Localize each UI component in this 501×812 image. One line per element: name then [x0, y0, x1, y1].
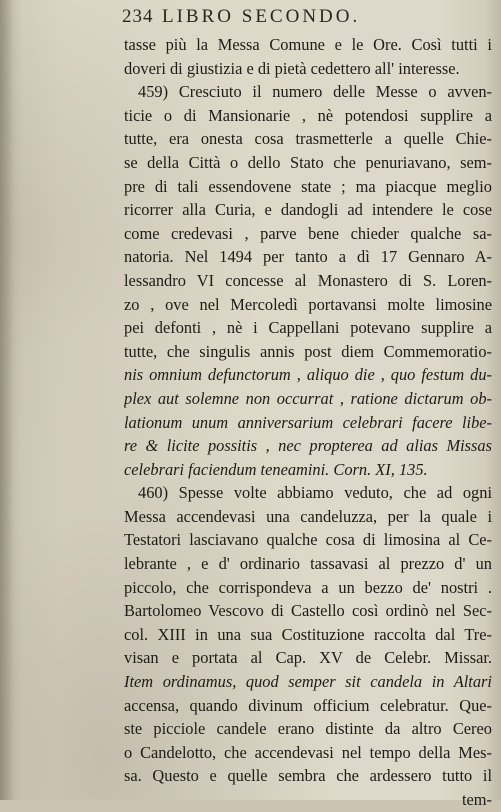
text-line: Testatori lasciavano qualche cosa di limosina al Ce-: [124, 530, 492, 550]
text-line: natoria. Nel 1494 per tanto a dì 17 Gennaro A-: [124, 247, 492, 267]
text-line: tutte, che singulis annis post diem Commemoratio-: [124, 341, 492, 361]
text-line: pre di tali essendovene state ; ma piacque meglio: [124, 176, 492, 196]
text-line: piccolo, che corrispondeva a un bezzo de' nostri .: [124, 577, 492, 597]
text-line: Messa accendevasi una candeluzza, per la quale i: [124, 506, 492, 526]
latin-quote-line: nis omnium defunctorum , aliquo die , quo festum du-: [124, 365, 492, 385]
text-line: come credevasi , parve bene chieder qualche sa-: [124, 223, 492, 243]
text-line: pei defonti , nè i Cappellani potevano supplire a: [124, 318, 492, 338]
latin-quote-line: lationum unum anniversarium celebrari facere libe-: [124, 412, 492, 432]
body-text: [124, 33, 492, 812]
paragraph-460-start: 460) Spesse volte abbiamo veduto, che ad ogni: [138, 483, 492, 503]
gutter-shadow: [0, 0, 14, 800]
page-number: 234: [122, 6, 154, 27]
text-line: se della Città o dello Stato che penuriavano, sem-: [124, 152, 492, 172]
text-line: zo , ove nel Mercoledì portavansi molte limosine: [124, 294, 492, 314]
text-line: tutte, era onesta cosa trasmetterle a quelle Chie-: [124, 129, 492, 149]
text-line: tasse più la Messa Comune e le Ore. Così tutti i: [124, 35, 492, 54]
text-line: visan e portata al Cap. XV de Celebr. Missar.: [124, 648, 492, 668]
latin-quote-line: plex aut solemne non occurrat , ratione dictarum ob-: [124, 388, 492, 408]
text-line: Bartolomeo Vescovo di Castello così ordinò nel Sec-: [124, 601, 492, 621]
latin-quote-line: re & licite possitis , nec propterea ad alias Missas: [124, 436, 492, 456]
text-line: ste picciole candele erano distinte da altro Cereo: [124, 719, 492, 739]
text-line: lebrante , e d' ordinario tassavasi al prezzo d' un: [124, 554, 492, 574]
text-line: o Candelotto, che accendevasi nel tempo della Mes-: [124, 742, 492, 762]
latin-quote-line: celebrari faciendum teneamini. Corn. XI, 135.: [124, 459, 428, 479]
running-head: LIBRO SECONDO.: [162, 6, 361, 27]
latin-quote-line: Item ordinamus, quod semper sit candela in Altari: [124, 672, 492, 692]
paragraph-459-start: 459) Cresciuto il numero delle Messe o avven-: [138, 82, 492, 102]
text-line: ricorrer alla Curia, e dandogli ad intendere le cose: [124, 200, 492, 220]
catchword: tem-: [461, 790, 492, 809]
text-line: col. XIII in una sua Costituzione raccolta dal Tre-: [124, 624, 492, 644]
text-line: ticie o di Mansionarie , nè potendosi supplire a: [124, 105, 492, 125]
page-header: [122, 6, 482, 28]
text-line: accensa, quando divinum officium celebratur. Que-: [124, 695, 492, 715]
text-line: sa. Questo e quelle sembra che ardessero tutto il: [124, 766, 492, 786]
text-line: doveri di giustizia e di pietà cedettero all' interesse.: [124, 58, 460, 78]
text-line: lessandro VI concesse al Monastero di S. Loren-: [124, 270, 492, 290]
